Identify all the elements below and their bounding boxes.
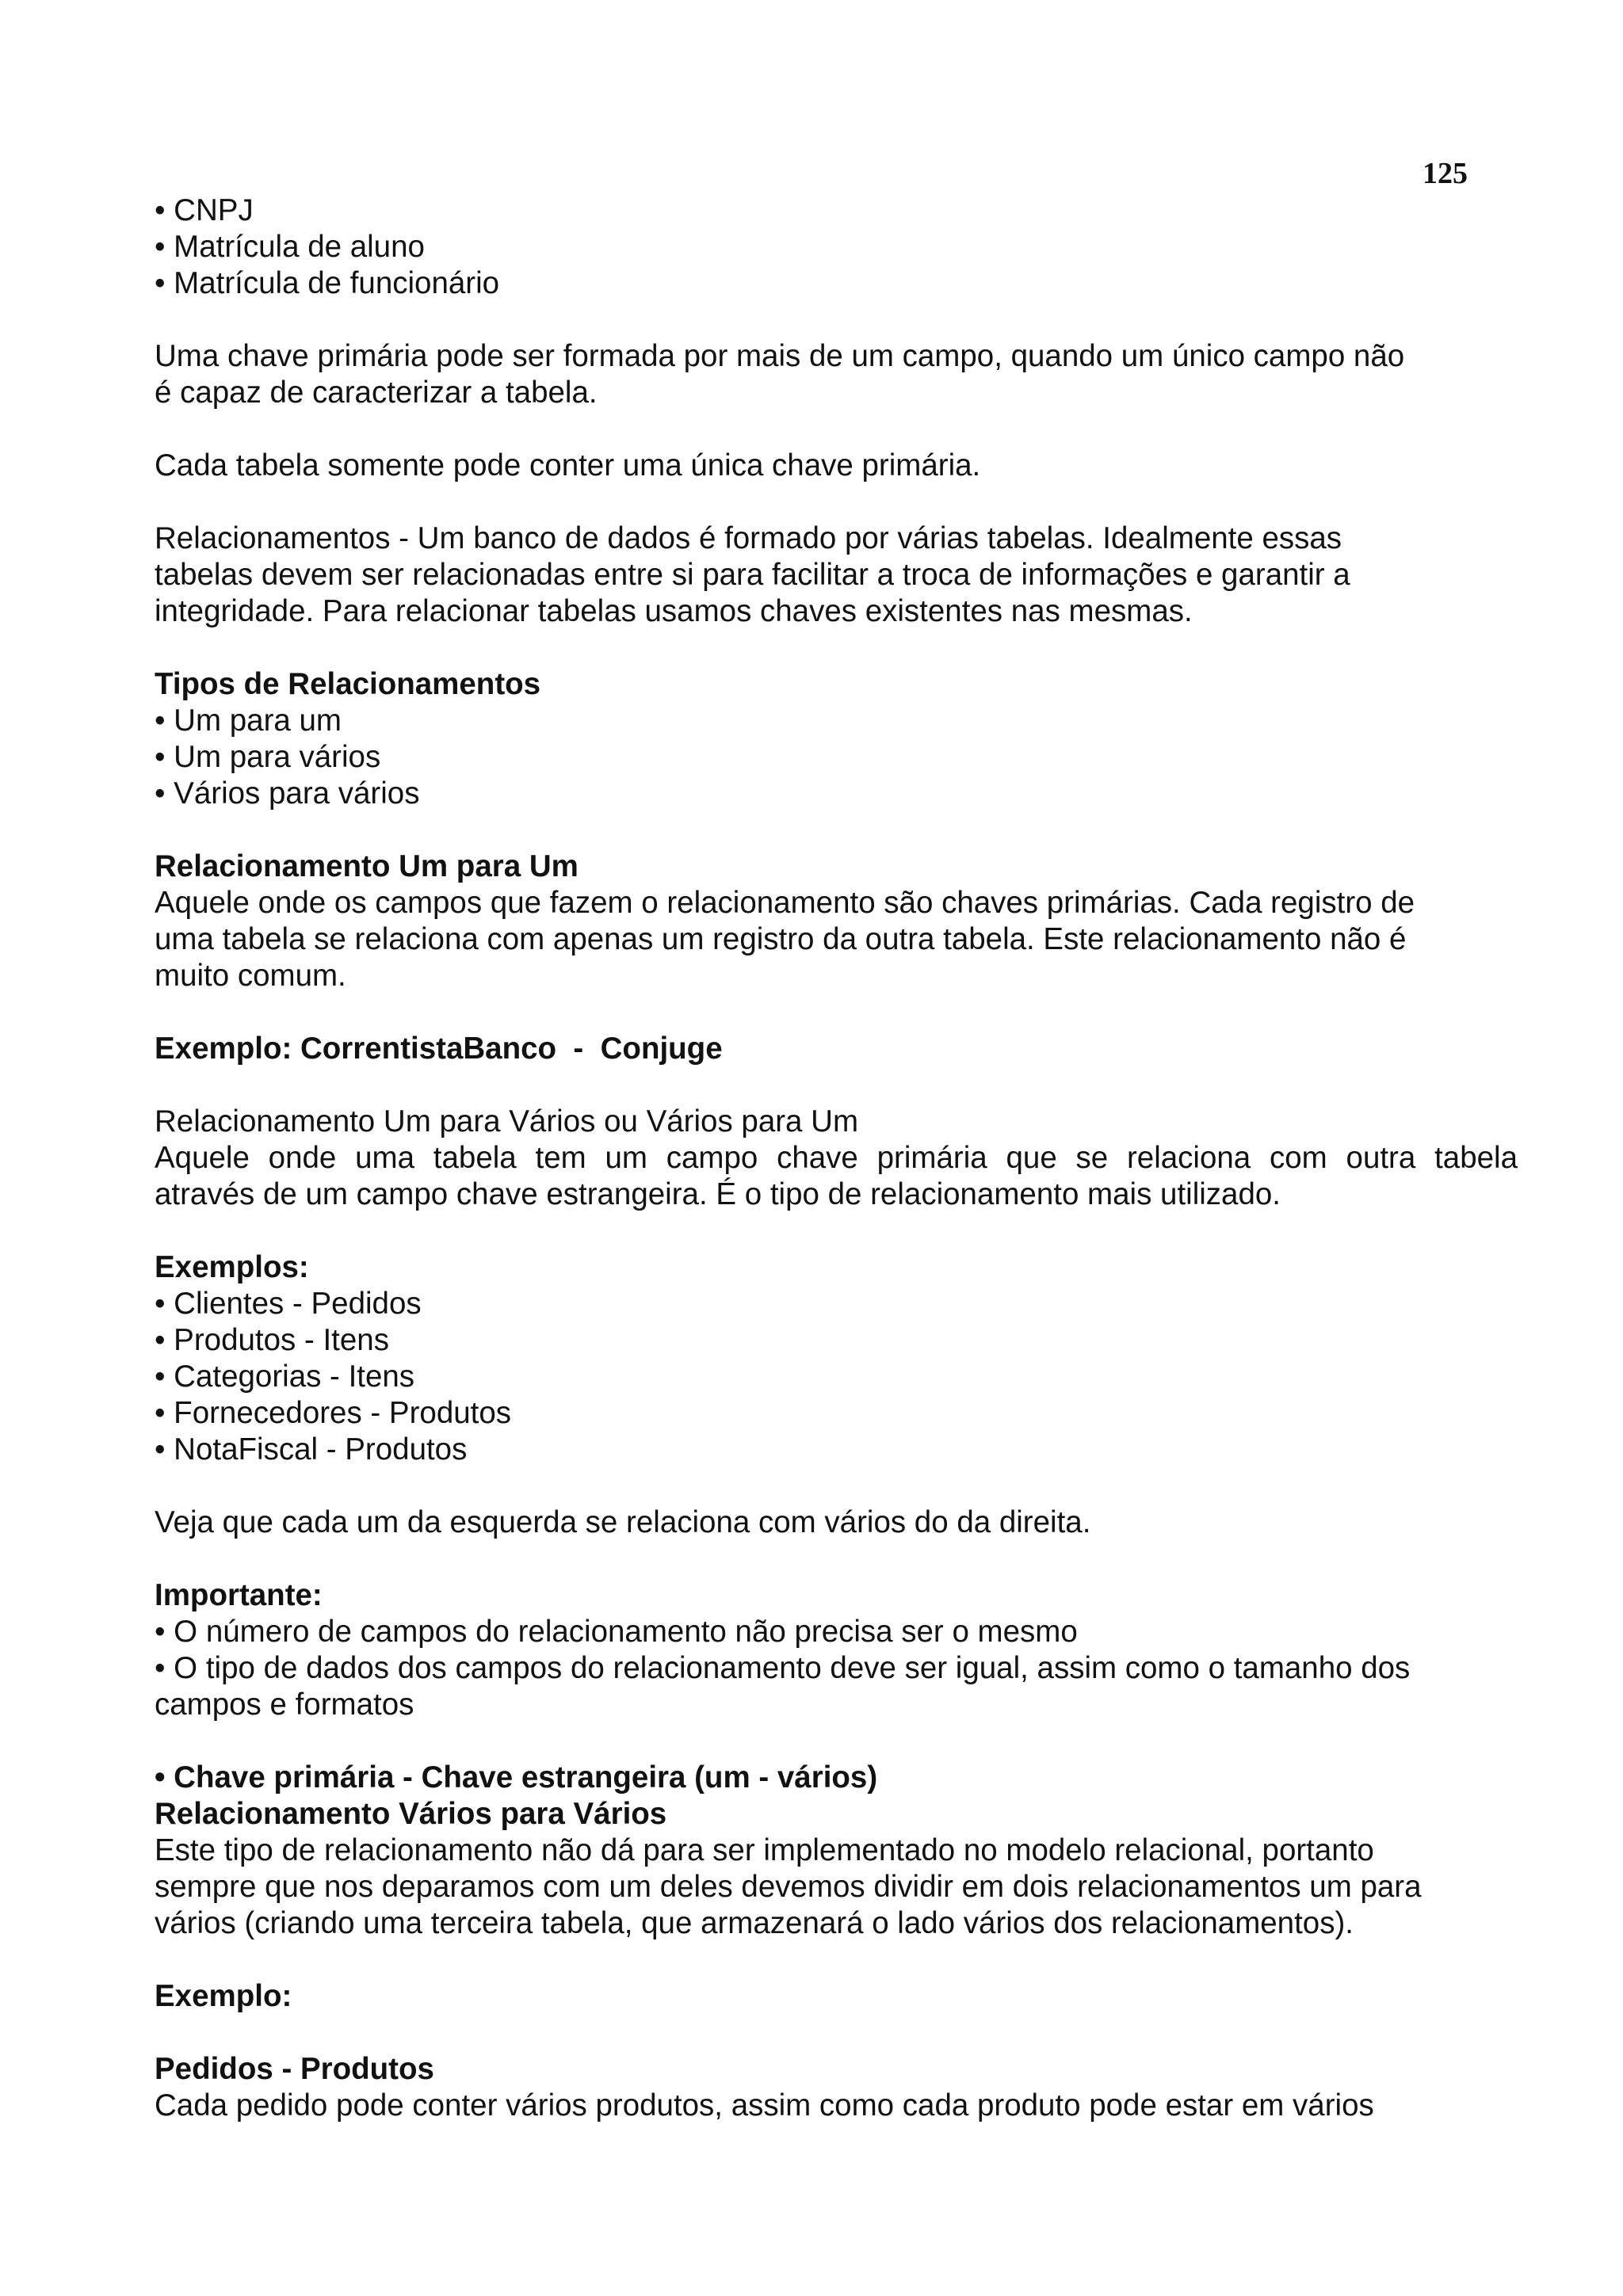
page-number: 125	[1423, 157, 1468, 190]
section-heading: Relacionamento Um para Um	[155, 849, 579, 883]
paragraph-line: muito comum.	[155, 959, 346, 993]
paragraph-line: Relacionamentos - Um banco de dados é formado por várias tabelas. Idealmente essas	[155, 521, 1342, 555]
list-item: • Matrícula de funcionário	[155, 266, 500, 300]
paragraph-line: vários (criando uma terceira tabela, que armazenará o lado vários dos relacionamentos).	[155, 1906, 1354, 1940]
list-item: • CNPJ	[155, 193, 254, 227]
section-heading: Tipos de Relacionamentos	[155, 667, 541, 701]
list-item: • Um para vários	[155, 740, 381, 774]
list-item: campos e formatos	[155, 1688, 414, 1722]
paragraph-line: Este tipo de relacionamento não dá para ser implementado no modelo relacional, portanto	[155, 1833, 1374, 1867]
section-heading: Exemplos:	[155, 1250, 309, 1284]
list-item: • Um para um	[155, 704, 342, 738]
list-item: • Categorias - Itens	[155, 1360, 415, 1394]
section-heading: Pedidos - Produtos	[155, 2052, 434, 2086]
section-heading: Exemplo:	[155, 1979, 292, 2013]
paragraph-line: através de um campo chave estrangeira. É o tipo de relacionamento mais utilizado.	[155, 1177, 1281, 1211]
paragraph-line: Aquele onde uma tabela tem um campo chave primária que se relaciona com outra tabela	[155, 1141, 1518, 1175]
section-heading: Importante:	[155, 1578, 323, 1612]
example-heading: Exemplo: CorrentistaBanco - Conjuge	[155, 1032, 723, 1066]
paragraph-line: sempre que nos deparamos com um deles devemos dividir em dois relacionamentos um para	[155, 1870, 1422, 1904]
list-item: • Vários para vários	[155, 776, 420, 810]
document-body	[155, 193, 1518, 2124]
list-item: • Clientes - Pedidos	[155, 1287, 422, 1321]
paragraph-line: Veja que cada um da esquerda se relaciona com vários do da direita.	[155, 1505, 1091, 1539]
list-item: • O tipo de dados dos campos do relacionamento deve ser igual, assim como o tamanho dos	[155, 1651, 1411, 1685]
paragraph-line: Aquele onde os campos que fazem o relacionamento são chaves primárias. Cada registro de	[155, 886, 1415, 920]
list-item: • Matrícula de aluno	[155, 230, 425, 264]
paragraph-line: Uma chave primária pode ser formada por mais de um campo, quando um único campo não	[155, 339, 1405, 373]
list-item: • NotaFiscal - Produtos	[155, 1432, 468, 1466]
section-heading: • Chave primária - Chave estrangeira (um - vários)	[155, 1760, 878, 1794]
section-heading: Relacionamento Vários para Vários	[155, 1797, 667, 1831]
paragraph-line: Cada pedido pode conter vários produtos, assim como cada produto pode estar em vários	[155, 2088, 1374, 2122]
list-item: • Fornecedores - Produtos	[155, 1396, 512, 1430]
paragraph-line: integridade. Para relacionar tabelas usamos chaves existentes nas mesmas.	[155, 594, 1193, 628]
paragraph-line: é capaz de caracterizar a tabela.	[155, 376, 598, 410]
paragraph-line: Cada tabela somente pode conter uma única chave primária.	[155, 448, 981, 482]
paragraph-line: tabelas devem ser relacionadas entre si para facilitar a troca de informações e garantir a	[155, 558, 1350, 592]
list-item: • Produtos - Itens	[155, 1323, 389, 1357]
section-heading: Relacionamento Um para Vários ou Vários para Um	[155, 1104, 859, 1138]
list-item: • O número de campos do relacionamento não precisa ser o mesmo	[155, 1615, 1078, 1649]
paragraph-line: uma tabela se relaciona com apenas um registro da outra tabela. Este relacionamento não é	[155, 922, 1407, 956]
